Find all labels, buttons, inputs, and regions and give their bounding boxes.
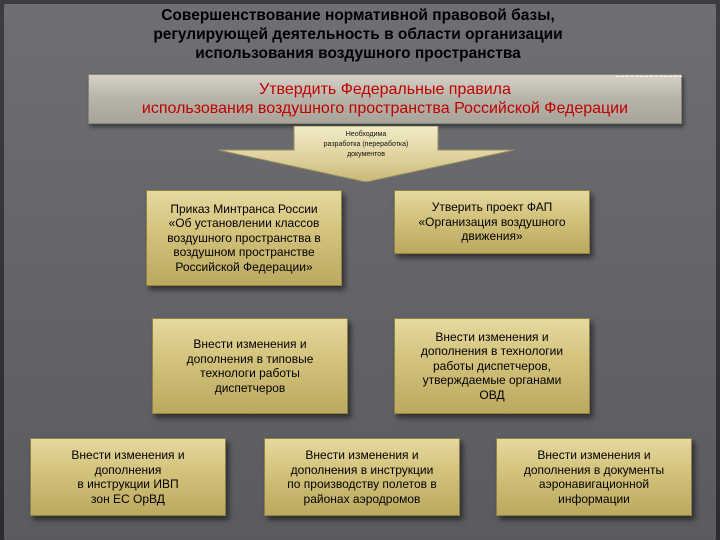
action-box-dispatcher-technologies: Внести изменения и дополнения в технологии работы диспетчеров, утверждаемые органами ОВД — [394, 318, 590, 414]
banner-dash-decoration — [616, 76, 682, 77]
slide-title: Совершенствование нормативной правовой базы, регулирующей деятельность в области организации использования воздушного пространства — [153, 7, 563, 62]
action-box-typical-technologies: Внести изменения и дополнения в типовые технологи работы диспетчеров — [152, 318, 348, 414]
action-box-fap-project: Утверить проект ФАП «Организация воздушного движения» — [394, 190, 590, 254]
action-box-ivp-instructions: Внести изменения и дополнения в инструкции ИВП зон ЕС ОрВД — [30, 438, 226, 516]
main-goal-banner — [88, 74, 682, 124]
action-box-airspace-classes: Приказ Минтранса России «Об установлении классов воздушного пространства в воздушном пространстве Российской Федерации» — [146, 190, 342, 286]
action-box-aeronautical-info: Внести изменения и дополнения в документы аэронавигационной информации — [496, 438, 692, 516]
main-goal-text: Утвердить Федеральные правила использования воздушного пространства Российской Федерации — [141, 81, 629, 117]
arrow-label: Необходима разработка (переработка) документов — [323, 131, 409, 158]
action-box-aerodrome-instructions: Внести изменения и дополнения в инструкции по производству полетов в районах аэродромов — [264, 438, 460, 516]
